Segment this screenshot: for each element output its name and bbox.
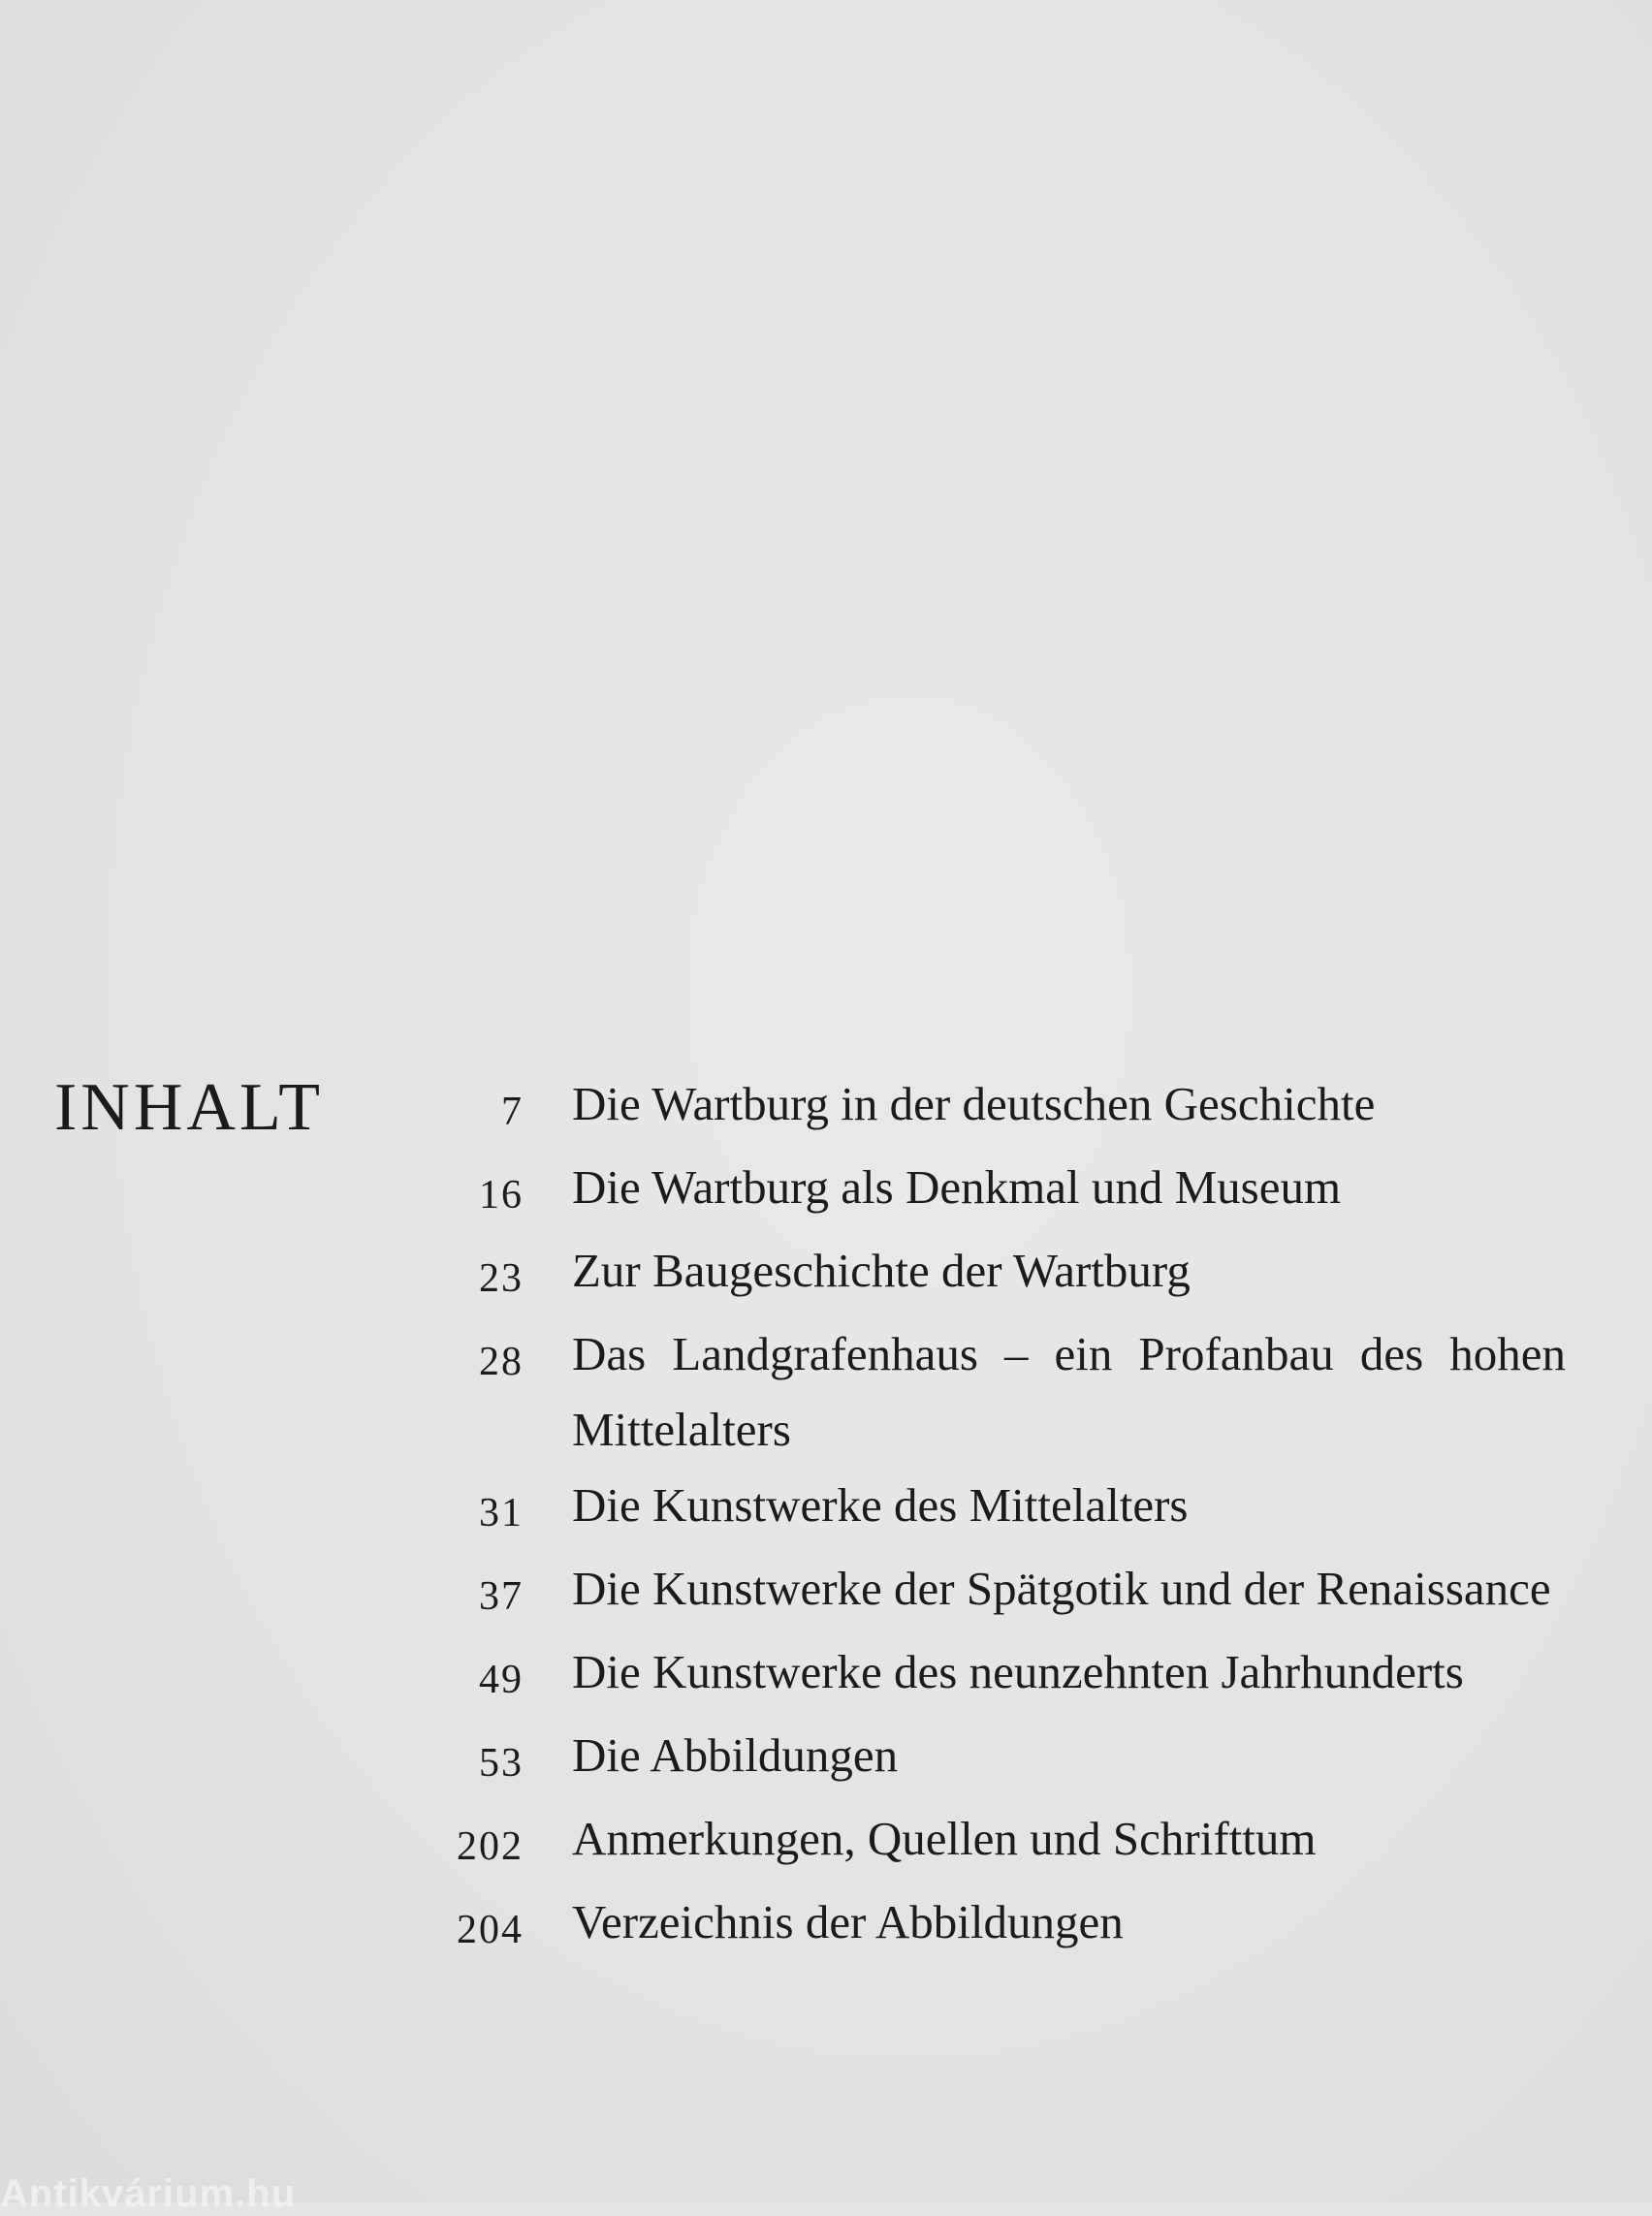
toc-page-number: 49 [479, 1658, 524, 1702]
toc-title: Anmerkungen, Quellen und Schrifttum [572, 1812, 1317, 1865]
toc-page-number: 204 [457, 1908, 524, 1952]
toc-title: Die Kunstwerke des neunzehnten Jahrhunderts [572, 1645, 1464, 1698]
toc-title-wrap [524, 1634, 1566, 1710]
toc-entry [388, 1551, 1566, 1634]
toc-title: Die Wartburg als Denkmal und Museum [572, 1160, 1342, 1214]
toc-page-number: 28 [479, 1340, 524, 1384]
toc-entry [388, 1718, 1566, 1801]
toc-entry [388, 1468, 1566, 1551]
contents-heading: INHALT [54, 1070, 325, 1145]
toc-page-number: 7 [501, 1090, 524, 1134]
toc-entry [388, 1233, 1566, 1316]
toc-title: Die Kunstwerke des Mittelalters [572, 1478, 1189, 1532]
toc-title-wrap [524, 1233, 1566, 1309]
toc-entry [388, 1884, 1566, 1968]
toc-title: Das Landgrafenhaus – ein Profanbau des hohen Mittelalters [572, 1327, 1566, 1456]
toc-entry [388, 1634, 1566, 1718]
toc-title-wrap [524, 1884, 1566, 1960]
toc-page-number: 31 [479, 1491, 524, 1535]
toc-entry [388, 1316, 1566, 1468]
toc-page-number: 16 [479, 1173, 524, 1218]
watermark-text: Antikvárium.hu [0, 2172, 297, 2215]
toc-page-number: 37 [479, 1574, 524, 1619]
toc-title: Zur Baugeschichte der Wartburg [572, 1244, 1191, 1297]
toc-title: Die Abbildungen [572, 1728, 899, 1782]
toc-title-wrap [524, 1801, 1566, 1877]
toc-title: Die Wartburg in der deutschen Geschichte [572, 1077, 1376, 1130]
toc-page-number: 23 [479, 1256, 524, 1301]
toc-title: Verzeichnis der Abbildungen [572, 1895, 1124, 1948]
toc-title-wrap [524, 1718, 1566, 1793]
toc-page-number: 202 [457, 1824, 524, 1869]
toc-title-wrap [524, 1150, 1566, 1225]
toc-entry [388, 1150, 1566, 1233]
toc-title-wrap [524, 1316, 1566, 1468]
toc-entry [388, 1066, 1566, 1150]
toc-title: Die Kunstwerke der Spätgotik und der Renaissance [572, 1562, 1551, 1615]
toc-title-wrap [524, 1066, 1566, 1142]
toc-title-wrap [524, 1468, 1566, 1543]
table-of-contents [388, 1066, 1566, 1968]
toc-title-wrap [524, 1551, 1566, 1627]
toc-entry [388, 1801, 1566, 1884]
toc-page-number: 53 [479, 1741, 524, 1786]
